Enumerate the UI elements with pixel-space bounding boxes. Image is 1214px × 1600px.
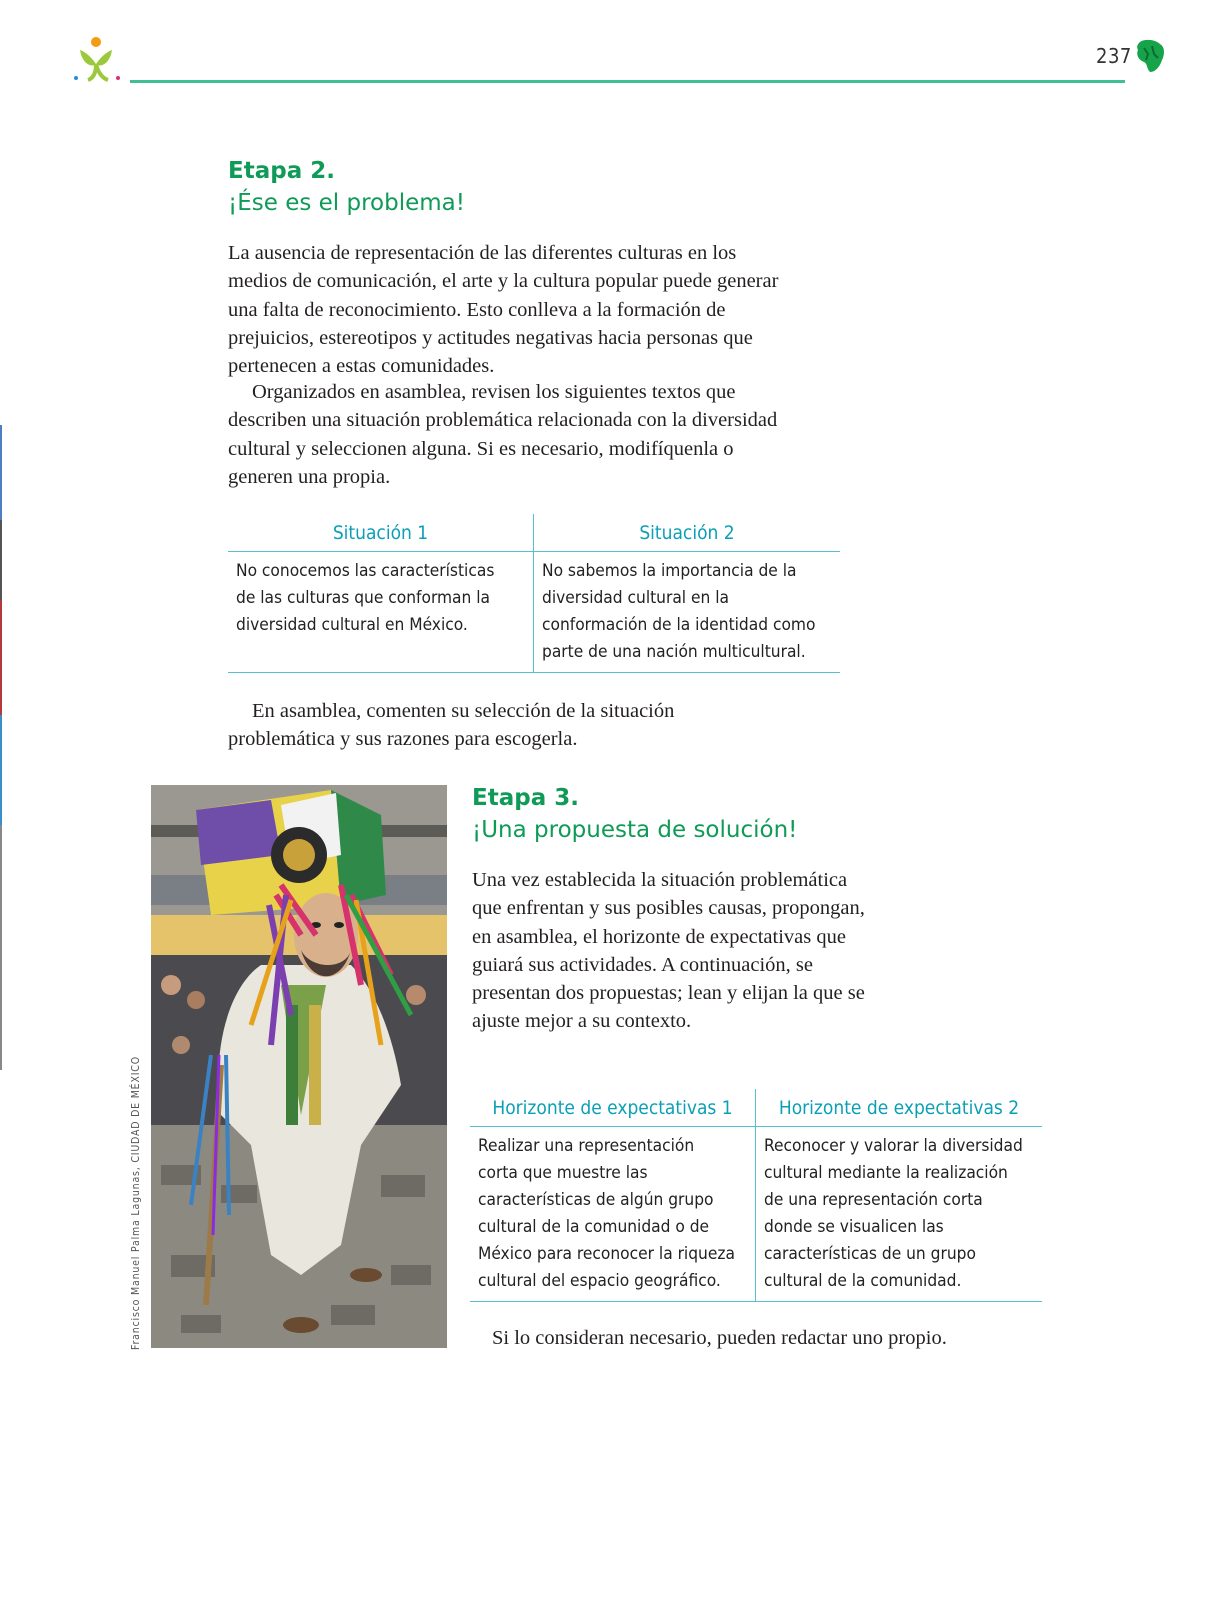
program-logo-icon — [72, 34, 126, 86]
etapa3-subtitle: ¡Una propuesta de solución! — [472, 817, 798, 843]
chapter-glyph-icon — [1134, 38, 1166, 74]
photo-credit: Francisco Manuel Palma Lagunas, CIUDAD DE MÉXICO — [130, 1056, 142, 1350]
table-cell: No conocemos las características de las culturas que conforman la diversidad cultural en México. — [228, 552, 534, 673]
etapa3-title: Etapa 3. — [472, 785, 579, 811]
etapa2-paragraph-2: Organizados en asamblea, revisen los siguientes textos que describen una situación problemática relacionada con la diversidad cultural y seleccionen alguna. Si es necesario, modifíquenla o generen una propia. — [228, 381, 778, 488]
edge-mark — [0, 520, 2, 600]
etapa2-paragraph-1: La ausencia de representación de las diferentes culturas en los medios de comunicación, el arte y la cultura popular puede generar una falta de reconocimiento. Esto conlleva a la formación de prejuicios, estereotipos y actitudes negativas hacia personas que pertenecen a estas comunidades. — [228, 242, 779, 378]
situaciones-table — [228, 514, 840, 673]
table-header: Situación 2 — [534, 514, 841, 552]
table-cell: No sabemos la importancia de la diversidad cultural en la conformación de la identidad como parte de una nación multicultural. — [534, 552, 841, 673]
edge-mark — [0, 715, 2, 825]
horizontes-table — [470, 1089, 1042, 1302]
table-header: Situación 1 — [228, 514, 534, 552]
edge-mark — [0, 425, 2, 520]
etapa3-heading — [472, 782, 797, 846]
etapa3-paragraph: Una vez establecida la situación problemática que enfrentan y sus posibles causas, propongan, en asamblea, el horizonte de expectativas que guiará sus actividades. A continuación, se presentan dos propuestas; lean y elijan la que se ajuste mejor a su contexto. — [472, 869, 865, 1033]
etapa2-heading — [228, 155, 465, 219]
edge-mark — [0, 600, 2, 715]
table-cell: Realizar una representación corta que muestre las características de algún grupo cultural de la comunidad o de México para reconocer la riqueza cultural del espacio geográfico. — [470, 1127, 756, 1302]
etapa2-closing: En asamblea, comenten su selección de la situación problemática y sus razones para escogerla. — [228, 700, 675, 751]
table-cell: Reconocer y valorar la diversidad cultural mediante la realización de una representación corta donde se visualicen las características de un grupo cultural de la comunidad. — [756, 1127, 1043, 1302]
etapa3-closing: Si lo consideran necesario, pueden redactar uno propio. — [492, 1327, 947, 1349]
etapa2-title: Etapa 2. — [228, 158, 335, 184]
page-number: 237 — [1096, 44, 1132, 68]
table-header: Horizonte de expectativas 2 — [756, 1089, 1043, 1127]
etapa2-subtitle: ¡Ése es el problema! — [228, 190, 465, 216]
header-rule — [130, 80, 1125, 83]
edge-mark — [0, 825, 2, 1070]
dancer-photo — [151, 785, 447, 1348]
table-header: Horizonte de expectativas 1 — [470, 1089, 756, 1127]
